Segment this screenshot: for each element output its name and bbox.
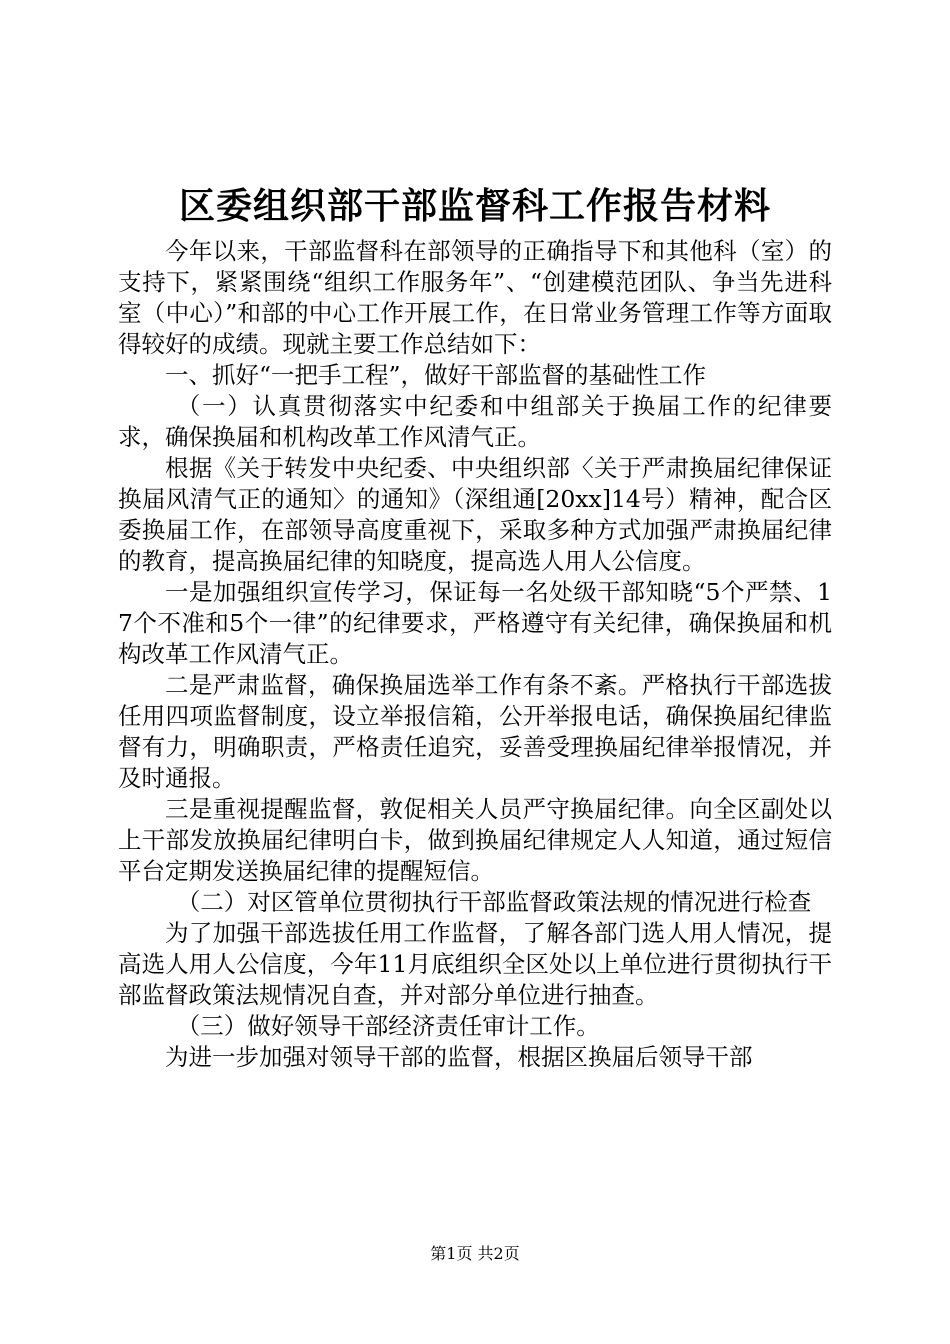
paragraph-body: 为了加强干部选拔任用工作监督，了解各部门选人用人情况，提高选人用人公信度，今年11月底组织全区处以上单位进行贯彻执行干部监督政策法规情况自查，并对部分单位进行抽查。	[118, 919, 832, 1009]
paragraph-point-2: 二是严肃监督，确保换届选举工作有条不紊。严格执行干部选拔任用四项监督制度，设立举报信箱，公开举报电话，确保换届纪律监督有力，明确职责，严格责任追究，妥善受理换届纪律举报情况，并及时通报。	[118, 671, 832, 792]
paragraph-intro: 今年以来，干部监督科在部领导的正确指导下和其他科（室）的支持下，紧紧围绕“组织工作服务年”、“创建模范团队、争当先进科室（中心）”和部的中心工作开展工作，在日常业务管理工作等方面取得较好的成绩。现就主要工作总结如下：	[118, 237, 832, 358]
paragraph-body: 根据《关于转发中央纪委、中央组织部〈关于严肃换届纪律保证换届风清气正的通知〉的通知》（深组通[20xx]14号）精神，配合区委换届工作，在部领导高度重视下，采取多种方式加强严肃换届纪律的教育，提高换届纪律的知晓度，提高选人用人公信度。	[118, 454, 832, 575]
document-page	[118, 180, 832, 1073]
page-footer: 第1页 共2页	[430, 1244, 520, 1263]
paragraph-point-1: 一是加强组织宣传学习，保证每一名处级干部知晓“5个严禁、17个不准和5个一律”的纪律要求，严格遵守有关纪律，确保换届和机构改革工作风清气正。	[118, 578, 832, 668]
paragraph-point-3: 三是重视提醒监督，敦促相关人员严守换届纪律。向全区副处以上干部发放换届纪律明白卡，做到换届纪律规定人人知道，通过短信平台定期发送换届纪律的提醒短信。	[118, 795, 832, 885]
paragraph-body: 为进一步加强对领导干部的监督，根据区换届后领导干部	[165, 1043, 753, 1071]
subsection-heading-3: （三）做好领导干部经济责任审计工作。	[176, 1012, 600, 1040]
section-heading-1: 一、抓好“一把手工程”，做好干部监督的基础性工作	[165, 361, 707, 389]
subsection-heading-2: （二）对区管单位贯彻执行干部监督政策法规的情况进行检查	[176, 888, 812, 916]
subsection-heading-1: （一）认真贯彻落实中纪委和中组部关于换届工作的纪律要求，确保换届和机构改革工作风清气正。	[118, 392, 832, 451]
document-title: 区委组织部干部监督科工作报告材料	[178, 185, 771, 227]
